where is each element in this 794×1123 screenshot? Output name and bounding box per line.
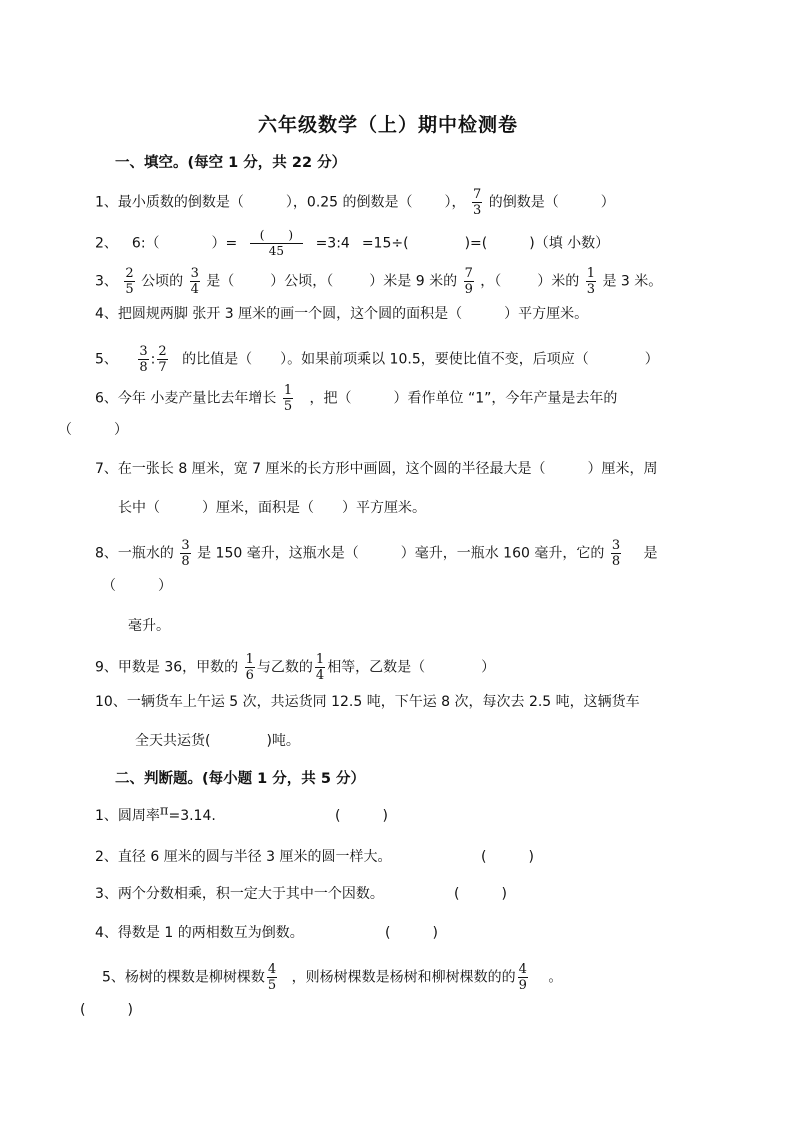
- fraction: $\frac{3}{8}$: [181, 538, 190, 569]
- answer-paren-2-2: ( ): [481, 849, 534, 865]
- fraction: $\frac{1}{3}$: [586, 266, 596, 297]
- question-2-2: 2、直径 6 厘米的圆与半径 3 厘米的圆一样大。: [95, 849, 392, 865]
- fraction: $\frac{2}{5}$: [125, 266, 134, 297]
- question-1-5: 5、 $\frac{3}{8}$ : $\frac{2}{7}$ 的比值是（ ）。如果前项乘以 10.5，要使比值不变，后项应（ ）: [95, 344, 659, 375]
- question-1-4: 4、把圆规两脚 张开 3 厘米的画一个圆，这个圆的面积是（ ）平方厘米。: [95, 306, 589, 322]
- question-1-9: 9、甲数是 36，甲数的 $\frac{1}{6}$ 与乙数的 $\frac{1}{4}$ 相等，乙数是（ ）: [95, 652, 496, 683]
- fraction: $\frac{3}{4}$: [190, 266, 199, 297]
- question-1-1: 1、最小质数的倒数是（ ），0.25 的倒数是（ ）， $\frac{7}{3}$ 的倒数是（ ）: [95, 187, 615, 218]
- answer-paren-2-5: ( ): [80, 1002, 133, 1018]
- section-2-heading: 二、判断题。(每小题 1 分，共 5 分）: [115, 771, 365, 787]
- question-2-5: 5、杨树的棵数是柳树棵数 $\frac{4}{5}$ ，则杨树棵数是杨树和柳树棵数的的 $\frac{4}{9}$ 。: [102, 962, 563, 993]
- question-1-6-answer: （ ）: [58, 422, 128, 438]
- answer-paren-2-4: ( ): [385, 925, 438, 941]
- answer-paren-2-1: ( ): [335, 808, 388, 824]
- fraction: $\frac{1}{5}$: [283, 383, 293, 414]
- fraction-box: $\frac{( )}{45}$: [250, 228, 303, 259]
- fraction: $\frac{7}{9}$: [464, 266, 473, 297]
- section-1-heading: 一、填空。(每空 1 分，共 22 分）: [115, 155, 347, 171]
- fraction: $\frac{4}{5}$: [267, 962, 277, 993]
- question-1-3: 3、 $\frac{2}{5}$ 公顷的 $\frac{3}{4}$ 是（ ）公顷，（ ）米是 9 米的 $\frac{7}{9}$ ，（ ）米的 $\frac{1}{3}$ 是 3 米。: [95, 266, 663, 297]
- question-2-3: 3、两个分数相乘，积一定大于其中一个因数。: [95, 886, 384, 902]
- question-1-10-line2: 全天共运货( )吨。: [135, 733, 300, 749]
- question-1-7-line1: 7、在一张长 8 厘米，宽 7 厘米的长方形中画圆，这个圆的半径最大是（ ）厘米，周: [95, 461, 658, 477]
- question-1-7-line2: 长中（ ）厘米，面积是（ ）平方厘米。: [118, 500, 426, 516]
- answer-paren-2-3: ( ): [454, 886, 507, 902]
- question-2-1: 1、圆周率π=3.14.: [95, 803, 216, 824]
- question-1-10-line1: 10、一辆货车上午运 5 次，共运货同 12.5 吨，下午运 8 次，每次去 2.5 吨，这辆货车: [95, 694, 640, 710]
- fraction: $\frac{3}{8}$: [611, 538, 621, 569]
- question-1-8-answer: （ ）: [102, 578, 172, 594]
- question-1-2: 2、 6:（ ）= $\frac{( )}{45}$ =3:4 =15÷( )=( )（填 小数）: [95, 228, 610, 258]
- fraction: $\frac{2}{7}$: [158, 344, 167, 375]
- question-1-8: 8、一瓶水的 $\frac{3}{8}$ 是 150 毫升，这瓶水是（ ）毫升，一瓶水 160 毫升，它的 $\frac{3}{8}$ 是: [95, 538, 658, 569]
- fraction: $\frac{7}{3}$: [473, 187, 482, 218]
- question-2-4: 4、得数是 1 的两相数互为倒数。: [95, 925, 304, 941]
- page-title: 六年级数学（上）期中检测卷: [258, 114, 519, 136]
- fraction: $\frac{4}{9}$: [518, 962, 527, 993]
- question-1-8-unit: 毫升。: [128, 618, 170, 634]
- fraction: $\frac{1}{6}$: [245, 652, 254, 683]
- pi-symbol: π: [159, 803, 169, 819]
- question-1-6: 6、今年 小麦产量比去年增长 $\frac{1}{5}$ ，把（ ）看作单位 “1”，今年产量是去年的: [95, 383, 618, 414]
- fraction: $\frac{1}{4}$: [315, 652, 325, 683]
- fraction: $\frac{3}{8}$: [139, 344, 148, 375]
